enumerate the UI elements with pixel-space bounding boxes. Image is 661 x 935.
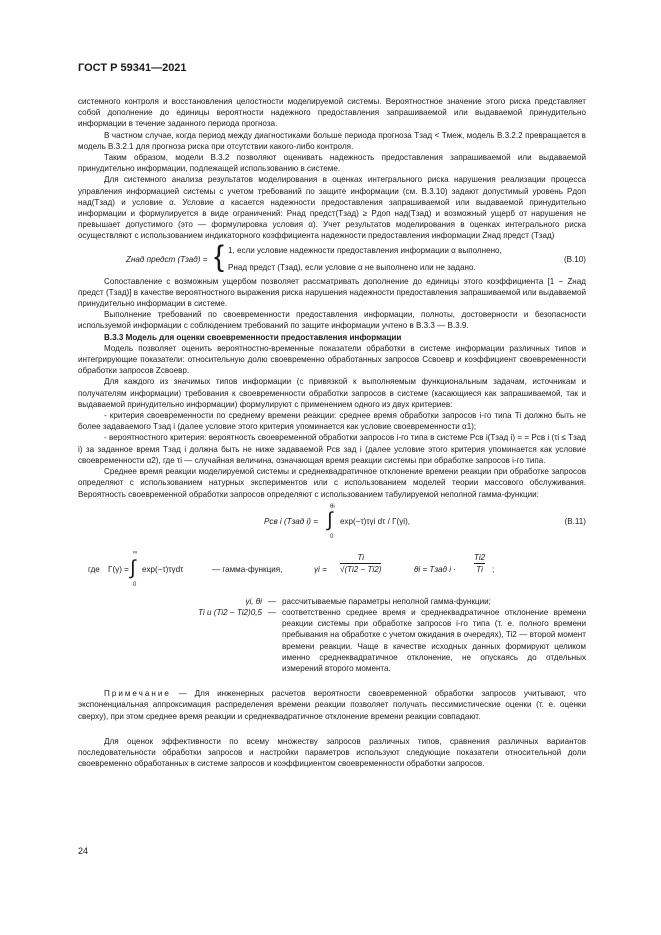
gamma-integral-upper: ∞	[133, 549, 138, 556]
formula-b10-case1: 1, если условие надежности предоставления информации α выполнено,	[228, 245, 502, 255]
gamma-integrand: exp(−τ)τγdτ	[142, 564, 184, 574]
integral-sign: ∫	[327, 508, 333, 531]
theta-i-lhs: θi = Tзад i ·	[414, 564, 456, 574]
paragraph: системного контроля и восстановления целостности моделируемой системы. Вероятностное значение этого риска представляет собой дополнение до единицы вероятности надежного предоставления запрашиваемой или выдаваемой принудительно информации в течение заданного периода прогноза.	[78, 97, 586, 129]
formula-b10-number: (В.10)	[563, 254, 586, 264]
theta-denominator: Ti	[474, 563, 485, 575]
formula-b11-number: (В.11)	[564, 516, 586, 526]
glossary-symbol: Ti и (Ti2 − Ti2)0,5	[198, 607, 262, 617]
formula-b10	[78, 239, 586, 276]
where-label: где	[88, 564, 100, 574]
gamma-i-lhs: γi =	[314, 564, 327, 574]
paragraph: - вероятностного критерия: вероятность своевременной обработки запросов i-го типа в системе Pсв i(Tзад i) = = Pсв i (τi ≤ Tзад i) за заданное время Tзад i должна быть не ниже задаваемой Pсв зад i (далее условие этого критерия упоминается как условие своевременности α2), где τi — случайная величина, означающая время реакции системы при обработке запросов i-го типа.	[78, 433, 586, 465]
formula-b10-lhs: Zнад предст (Tзад) =	[126, 254, 208, 264]
integral-upper: θi	[330, 503, 335, 510]
glossary-dash: —	[268, 596, 277, 606]
paragraph: Сопоставление с возможным ущербом позволяет рассматривать дополнение до единицы этого коэффициента [1 − Zнад предст (Tзад)] в качестве вероятностного выражения риска нарушения надежности предоставления запрашиваемой или выдаваемой принудительно информации в системе.	[78, 276, 586, 309]
gamma-i-denominator: √(Ti2 − Ti2)	[340, 564, 382, 574]
gamma-definition	[78, 544, 586, 596]
note	[78, 688, 586, 722]
integral-lower: 0	[330, 533, 334, 540]
theta-numerator: Ti2	[474, 552, 486, 562]
gamma-integral-sign: ∫	[130, 556, 136, 579]
formula-b11-integrand: exp(−τ)τγi dτ / Γ(γi),	[340, 516, 411, 526]
note-text: — Для инженерных расчетов вероятности своевременной обработки запросов учитывают, что экспоненциальная аппроксимация распределения времени реакции позволяет получать пессимистические оценки (т. е. оценки сверху), при этом среднее время реакции и среднеквадратичное отклонение времени реакции совпадают.	[78, 689, 586, 721]
paragraph: Среднее время реакции моделируемой системы и среднеквадратичное отклонение времени реакции при обработке запросов определяют с использованием натурных экспериментов или с использованием моделей теории массового обслуживания. Вероятность своевременной обработки запросов определяют с использованием табулируемой неполной гамма-функции:	[78, 467, 586, 499]
formula-b11	[78, 500, 586, 544]
document-body	[78, 96, 586, 769]
paragraph: Выполнение требований по своевременности предоставления информации, полноты, достоверности и безопасности используемой информации с соблюдением требований по защите информации учтено в В.3.3 — В.3.9.	[78, 310, 586, 331]
glossary-row	[78, 607, 586, 674]
glossary-text: соответственно среднее время и среднеквадратичное отклонение времени реакции системы при обработке запросов i-го типа (т. е. полного времени пребывания на обработке с учетом ожидания в очередях), Ti2 — второй момент времени реакции. Чаще в качестве исходных данных формируют целиком именно среднеквадратичное отклонение, не опускаясь до отдельных измерений второго момента.	[282, 607, 586, 673]
paragraph: Для каждого из значимых типов информации (с привязкой к выполняемым функциональным задачам, источникам и получателям информации) требования к своевременности обработки запросов в системе (касающиеся как запрашиваемой, так и выдаваемой принудительно информации) формулируют с применением одного из двух критериев:	[78, 377, 586, 409]
paragraph: В частном случае, когда период между диагностиками больше периода прогноза Tзад < Tмеж, модель В.3.2.2 превращается в модель В.3.2.1 для прогноза риска при отсутствии какого-либо контроля.	[78, 130, 586, 151]
glossary	[78, 596, 586, 674]
gamma-lhs: Γ(γ) =	[108, 564, 129, 574]
formula-b11-lhs: Pсв i (Tзад i) =	[264, 516, 318, 526]
theta-i-fraction	[474, 552, 485, 575]
glossary-dash: —	[268, 607, 277, 617]
paragraph: Для системного анализа результатов моделирования в оценках интегрального риска нарушения реализации процесса управления информацией системы с учетом требований по защите информации (см. В.3.10) задают допустимый уровень Pдоп над(Tзад) и условие α. Условие α касается надежности предоставления запрашиваемой или выдаваемой принудительно информации и формулируется в виде ограничений: Pнад предст(Tзад) ≥ Pдоп над(Tзад) и возможный ущерб от нарушения не превышает допустимого (это — формулировка условия α). Учет результатов моделирования в оценках интегрального риска осуществляют с использованием индикаторного коэффициента надежности предоставления информации Zнад предст (Tзад)	[78, 175, 586, 241]
gamma-i-fraction	[340, 552, 381, 575]
glossary-text: рассчитываемые параметры неполной гамма-функции;	[282, 596, 491, 606]
gamma-dash-text: — гамма-функция,	[212, 564, 283, 574]
paragraph: Модель позволяет оценить вероятностно-временные показатели обработки в системе информации различных типов и интегрирующие показатели: относительную долю своевременно обработанных запросов Cсвоевр и коэффициент своевременности обработки запросов Zсвоевр.	[78, 343, 586, 376]
formula-brace: {	[214, 239, 225, 273]
note-label: Примечание	[104, 689, 171, 699]
page-number: 24	[78, 846, 89, 856]
paragraph: - критерия своевременности по среднему времени реакции: среднее время обработки запросов i-го типа Ti должно быть не более задаваемого Tзад i (далее условие этого критерия упоминается как условие своевременности α1);	[78, 411, 586, 432]
glossary-symbol: γi, θi	[245, 596, 262, 606]
theta-semicolon: ;	[492, 564, 495, 574]
page-header: ГОСТ Р 59341—2021	[78, 62, 187, 74]
gamma-i-numerator: Ti	[357, 552, 365, 562]
section-heading: В.3.3 Модель для оценки своевременности предоставления информации	[104, 332, 402, 342]
paragraph: Таким образом, модели В.3.2 позволяют оценивать надежность предоставления запрашиваемой или выдаваемой принудительно информации, подлежащей использованию в системе.	[78, 153, 586, 174]
gamma-integral-lower: 0	[133, 581, 137, 588]
paragraph: Для оценок эффективности по всему множеству запросов различных типов, сравнения различных вариантов последовательности обработки запросов и настройки параметров используют следующие показатели относительной доли своевременно обработанных в системе запросов и коэффициентом своевременности обработки запросов.	[78, 736, 586, 769]
glossary-row	[78, 596, 586, 607]
formula-b10-case2: Pнад предст (Tзад), если условие α не выполнено или не задано.	[228, 262, 476, 272]
